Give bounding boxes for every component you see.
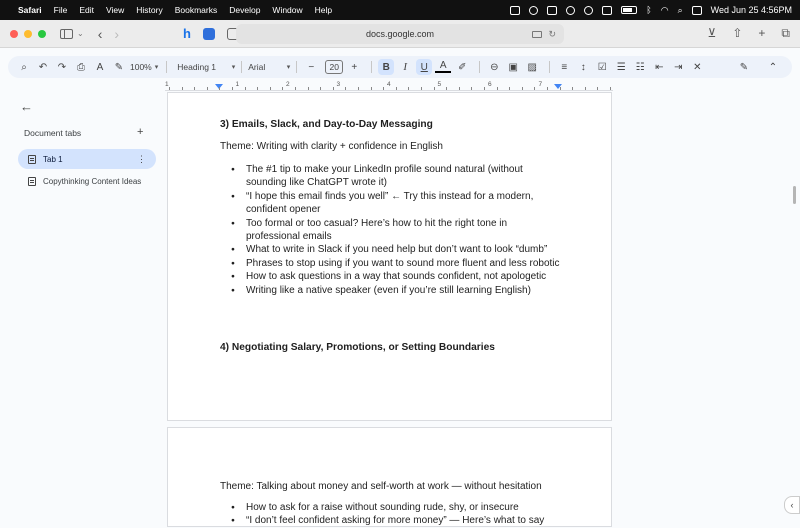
menu-help[interactable]: Help [314, 5, 333, 15]
ruler-tick [169, 87, 170, 90]
increase-font-size-button[interactable]: + [351, 61, 358, 73]
clear-formatting-icon[interactable]: ✕ [693, 61, 702, 73]
ruler-number: 5 [437, 81, 442, 88]
bold-button[interactable]: B [378, 59, 394, 75]
ruler-number: 4 [387, 81, 391, 88]
section-3-bullet-list [220, 163, 560, 297]
print-icon[interactable]: ⎙ [77, 61, 85, 73]
menu-file[interactable]: File [53, 5, 68, 15]
ruler-number: 2 [286, 81, 290, 88]
highlight-icon[interactable]: ✐ [458, 61, 467, 73]
ruler-tick [295, 87, 296, 90]
ruler-tick [282, 87, 283, 90]
list-item[interactable]: ● How to ask for a raise without sounding rude, shy, or insecure [220, 501, 580, 514]
ruler-number: 3 [336, 81, 341, 88]
document-page[interactable] [167, 92, 612, 421]
divider [241, 61, 242, 73]
extension-h-icon[interactable]: h [183, 25, 191, 41]
close-window-button[interactable] [10, 30, 18, 38]
font-select[interactable] [248, 62, 290, 72]
section-4-theme[interactable]: Theme: Talking about money and self-worth at work — without hesitation [220, 481, 542, 492]
section-3-theme[interactable]: Theme: Writing with clarity + confidence in English [220, 141, 443, 152]
bluetooth-icon[interactable]: ᛒ [646, 5, 652, 15]
comment-icon[interactable]: ▣ [508, 61, 518, 73]
display-icon[interactable] [547, 6, 557, 15]
line-spacing-icon[interactable]: ↕ [580, 61, 586, 73]
more-options-icon[interactable]: ⋮ [137, 153, 146, 164]
ruler-tick [610, 87, 611, 90]
list-item[interactable]: ● What to write in Slack if you need help but don’t want to look “dumb” [220, 243, 560, 256]
forward-button[interactable]: › [114, 25, 120, 42]
ruler-tick [232, 87, 233, 90]
decrease-indent-icon[interactable]: ⇤ [655, 61, 664, 73]
ruler-tick [534, 87, 535, 90]
window-controls [10, 30, 46, 38]
minimize-window-button[interactable] [24, 30, 32, 38]
section-4-bullet-list [220, 501, 580, 528]
safari-toolbar [0, 20, 800, 48]
section-4-heading[interactable]: 4) Negotiating Salary, Promotions, or Setting Boundaries [220, 342, 495, 353]
section-3-heading[interactable]: 3) Emails, Slack, and Day-to-Day Messaging [220, 119, 433, 130]
play-icon[interactable] [566, 6, 575, 15]
toolbar-right [736, 59, 784, 75]
zoom-select[interactable] [130, 62, 158, 72]
ruler-tick [484, 87, 485, 90]
ruler-tick [547, 87, 548, 90]
list-item[interactable]: ● Writing like a native speaker (even if you’re still learning English) [220, 284, 560, 297]
chevron-down-icon: ▾ [231, 64, 236, 71]
sidebar-tab-copythinking[interactable] [18, 171, 156, 191]
editing-mode-icon[interactable]: ✎ [739, 61, 749, 73]
divider [296, 61, 297, 73]
sidebar-tab-1[interactable] [18, 149, 156, 169]
menu-edit[interactable]: Edit [79, 5, 94, 15]
ruler-tick [270, 87, 271, 90]
tab-label: Copythinking Content Ideas [43, 176, 142, 186]
ruler-tick [257, 87, 258, 90]
docs-toolbar [8, 56, 792, 78]
list-item[interactable]: ● The #1 tip to make your LinkedIn profile sound natural (without sounding like ChatGPT wrote it) [220, 163, 560, 190]
zoom-value: 100% [130, 62, 152, 72]
ruler-tick [396, 87, 397, 90]
chevron-down-icon[interactable]: ⌄ [77, 29, 84, 38]
ruler-tick [358, 87, 359, 90]
right-indent-marker[interactable] [554, 84, 562, 89]
menu-history[interactable]: History [136, 5, 163, 15]
macos-menu-bar [0, 0, 800, 20]
ruler-tick [308, 87, 309, 90]
bulleted-list-icon[interactable]: ☰ [616, 61, 626, 73]
ruler-tick [345, 87, 346, 90]
list-item[interactable]: ● How to ask questions in a way that sounds confident, not apologetic [220, 270, 560, 283]
screen-mirror-icon[interactable] [510, 6, 520, 15]
menu-app-safari[interactable]: Safari [18, 5, 42, 15]
downloads-icon[interactable]: ⊻ [707, 26, 717, 40]
safari-right-buttons [708, 26, 790, 40]
tab-overview-icon[interactable]: ⧉ [781, 26, 790, 40]
ruler-tick [383, 87, 384, 90]
ruler-tick [459, 87, 460, 90]
share-icon[interactable]: ⇧ [732, 26, 743, 40]
ruler-tick [446, 87, 447, 90]
ruler-tick [597, 87, 598, 90]
focus-icon[interactable] [584, 6, 593, 15]
picture-in-picture-icon[interactable] [532, 31, 542, 38]
spellcheck-icon[interactable]: A [96, 61, 104, 73]
keyboard-icon[interactable] [602, 6, 612, 15]
ruler-tick [560, 87, 561, 90]
divider [479, 61, 480, 73]
ruler-tick [219, 87, 220, 90]
ruler-tick [509, 87, 510, 90]
list-item[interactable]: ● Phrases to stop using if you want to sound more fluent and less robotic [220, 257, 560, 270]
search-menus-icon[interactable]: ⌕ [21, 61, 27, 73]
control-center-icon[interactable] [692, 6, 702, 15]
text-color-button[interactable]: A [435, 61, 451, 73]
ruler-number: 6 [488, 81, 492, 88]
ruler-number: 7 [538, 81, 543, 88]
font-value: Arial [248, 62, 266, 72]
ruler-tick [207, 87, 208, 90]
font-size-input[interactable]: 20 [325, 60, 343, 74]
list-item[interactable]: ● Too formal or too casual? Here’s how to hit the right tone in professional emails [220, 217, 560, 244]
ruler-tick [572, 87, 573, 90]
italic-button[interactable]: I [403, 61, 408, 73]
address-bar[interactable] [236, 24, 564, 44]
new-tab-icon[interactable]: + [758, 26, 766, 40]
ruler-tick [320, 87, 321, 90]
underline-button[interactable]: U [416, 59, 432, 75]
checklist-icon[interactable]: ☑ [597, 61, 607, 73]
decrease-font-size-button[interactable]: − [308, 61, 315, 73]
align-icon[interactable]: ≡ [561, 61, 568, 73]
ruler-tick [434, 87, 435, 90]
add-tab-button[interactable]: + [137, 126, 144, 138]
reload-icon[interactable]: ↻ [548, 28, 556, 39]
wifi-icon[interactable]: ◠ [660, 4, 669, 15]
back-arrow-icon[interactable]: ← [20, 99, 33, 114]
side-panel-toggle-button[interactable]: ‹ [784, 496, 800, 514]
clock[interactable]: Wed Jun 25 4:56PM [710, 5, 792, 15]
document-page[interactable] [167, 427, 612, 527]
divider [371, 61, 372, 73]
ruler-tick [421, 87, 422, 90]
sidebar-toggle-icon[interactable] [60, 29, 73, 39]
redo-icon[interactable]: ↷ [57, 61, 67, 73]
status-area [510, 5, 792, 16]
document-icon [28, 155, 36, 164]
extension-blue-icon[interactable] [203, 28, 215, 40]
divider [166, 61, 167, 73]
ruler-tick [371, 87, 372, 90]
ruler-tick [182, 87, 183, 90]
menu-window[interactable]: Window [272, 5, 303, 15]
ruler-tick [522, 87, 523, 90]
paint-format-icon[interactable]: ✎ [114, 61, 124, 73]
battery-icon[interactable] [621, 6, 637, 14]
tab-label: Tab 1 [43, 154, 63, 164]
ruler-tick [471, 87, 472, 90]
url-text: docs.google.com [365, 29, 435, 39]
document-tabs-title: Document tabs [24, 128, 82, 138]
search-icon[interactable]: ⌕ [677, 4, 683, 15]
ruler-tick [585, 87, 586, 90]
ruler-tick [194, 87, 195, 90]
numbered-list-icon[interactable]: ☷ [635, 61, 645, 73]
paragraph-style-select[interactable] [177, 62, 235, 72]
zoom-window-button[interactable] [38, 30, 46, 38]
undo-icon[interactable]: ↶ [38, 61, 48, 73]
ruler-tick [333, 87, 334, 90]
ruler-number: 1 [165, 81, 169, 88]
ruler-number: 1 [235, 81, 240, 88]
menu-view[interactable]: View [105, 5, 125, 15]
divider [549, 61, 550, 73]
collapse-menus-icon[interactable]: ⌃ [768, 61, 778, 73]
chevron-down-icon: ▾ [154, 64, 159, 71]
ruler-tick [245, 87, 246, 90]
ruler[interactable] [165, 81, 613, 91]
menu-develop[interactable]: Develop [229, 5, 261, 15]
list-item[interactable]: ● “I don’t feel confident asking for more money” — Here’s what to say [220, 514, 580, 527]
ruler-tick [408, 87, 409, 90]
ruler-tick [497, 87, 498, 90]
back-button[interactable]: ‹ [97, 25, 103, 42]
image-icon[interactable]: ▨ [527, 61, 537, 73]
document-icon [28, 177, 36, 186]
scrollbar-thumb[interactable] [793, 186, 796, 204]
creative-cloud-icon[interactable] [529, 6, 538, 15]
link-icon[interactable]: ⊖ [490, 61, 499, 73]
list-item[interactable]: ● “I hope this email finds you well” ← Try this instead for a modern, confident opener [220, 190, 560, 217]
style-value: Heading 1 [177, 62, 217, 72]
increase-indent-icon[interactable]: ⇥ [674, 61, 683, 73]
chevron-down-icon: ▾ [286, 64, 291, 71]
menu-bookmarks[interactable]: Bookmarks [174, 5, 218, 15]
